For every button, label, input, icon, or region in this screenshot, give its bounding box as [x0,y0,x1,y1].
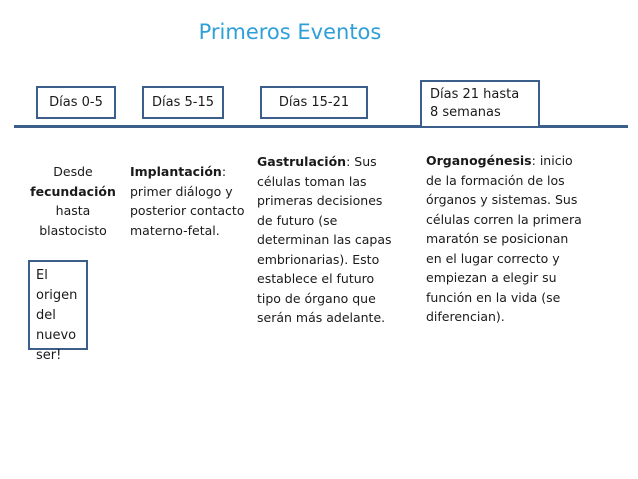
description-days-5-15 [130,162,245,240]
description-days-0-5 [28,162,118,240]
description-days-15-21 [257,152,402,328]
diagram-title: Primeros Eventos [198,20,382,44]
description-term: Organogénesis [426,153,532,168]
description-term: Implantación [130,164,222,179]
description-text: hasta blastocisto [39,203,107,238]
description-text: : inicio de la formación de los órganos y sistemas. Sus células corren la primera maratón se posicionan en el lugar correcto y empiezan a elegir su función en la vida (se diferencian). [426,153,582,324]
description-text: Desde [53,164,93,179]
description-text: : Sus células toman las primeras decisiones de futuro (se determinan las capas embrionarias). Esto establece el futuro tipo de órgano que serán más adelante. [257,154,392,325]
stage-box-days-0-5: Días 0-5 [36,86,116,119]
description-term: Gastrulación [257,154,347,169]
stage-box-days-15-21: Días 15-21 [260,86,368,119]
stage-box-days-21-8-weeks: Días 21 hasta 8 semanas [420,80,540,128]
description-days-21-8-weeks [426,151,586,327]
stage-box-days-5-15: Días 5-15 [142,86,224,119]
description-text: : primer diálogo y posterior contacto materno-fetal. [130,164,245,238]
origin-note-box: El origen del nuevo ser! [28,260,88,350]
description-term: fecundación [30,183,116,199]
